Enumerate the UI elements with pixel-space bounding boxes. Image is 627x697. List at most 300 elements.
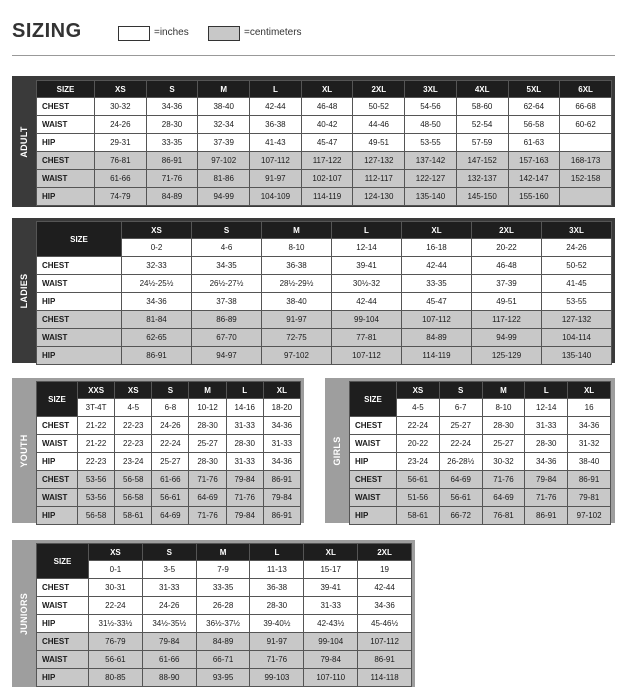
header-divider	[12, 55, 615, 56]
juniors-row-waist-in	[37, 597, 412, 615]
adult-row-chest-cm	[37, 152, 612, 170]
adult-cell: 137-142	[405, 152, 457, 170]
juniors-size-header-row	[37, 544, 412, 561]
girls-size-4: XL	[568, 382, 611, 399]
girls-cell: 31-32	[568, 435, 611, 453]
juniors-size-0: XS	[89, 544, 143, 561]
youth-cell: 28-30	[189, 453, 226, 471]
inches-key-swatch	[118, 26, 150, 41]
juniors-section	[12, 540, 415, 687]
youth-numeric-size-2: 6-8	[152, 399, 189, 417]
girls-cell: 97-102	[568, 507, 611, 525]
adult-cell: 46-48	[301, 98, 353, 116]
youth-row-hip-cm	[37, 507, 301, 525]
ladies-cell: 104-114	[542, 329, 612, 347]
youth-size-1: XS	[115, 382, 152, 399]
adult-row-label: HIP	[37, 188, 95, 206]
juniors-row-label: WAIST	[37, 597, 89, 615]
juniors-cell: 79-84	[142, 633, 196, 651]
girls-numeric-size-0: 4-5	[397, 399, 440, 417]
adult-size-8: 5XL	[508, 81, 560, 98]
youth-cell: 25-27	[189, 435, 226, 453]
ladies-numeric-size-5: 20-22	[472, 239, 542, 257]
juniors-size-1: S	[142, 544, 196, 561]
youth-cell: 58-61	[115, 507, 152, 525]
adult-section	[12, 76, 615, 207]
girls-cell: 28-30	[525, 435, 568, 453]
adult-cell: 104-109	[250, 188, 302, 206]
girls-row-hip-in	[350, 453, 611, 471]
ladies-size-1: S	[192, 222, 262, 239]
adult-cell: 60-62	[560, 116, 612, 134]
youth-numeric-size-5: 18-20	[263, 399, 300, 417]
girls-row-chest-cm	[350, 471, 611, 489]
juniors-cell: 99-103	[250, 669, 304, 687]
adult-cell: 44-46	[353, 116, 405, 134]
girls-cell: 38-40	[568, 453, 611, 471]
ladies-cell: 34-36	[122, 293, 192, 311]
adult-cell: 132-137	[456, 170, 508, 188]
adult-cell: 168-173	[560, 152, 612, 170]
juniors-numeric-size-1: 3-5	[142, 561, 196, 579]
adult-cell: 127-132	[353, 152, 405, 170]
adult-size-7: 4XL	[456, 81, 508, 98]
girls-cell: 25-27	[439, 417, 482, 435]
girls-cell: 86-91	[525, 507, 568, 525]
ladies-row-label: WAIST	[37, 275, 122, 293]
adult-size-5: 2XL	[353, 81, 405, 98]
youth-size-header: SIZE	[37, 382, 78, 417]
adult-cell: 114-119	[301, 188, 353, 206]
ladies-row-hip-cm	[37, 347, 612, 365]
juniors-row-waist-cm	[37, 651, 412, 669]
youth-size-2: S	[152, 382, 189, 399]
adult-row-label: CHEST	[37, 152, 95, 170]
ladies-numeric-size-6: 24-26	[542, 239, 612, 257]
adult-row-chest-in	[37, 98, 612, 116]
girls-numeric-size-3: 12-14	[525, 399, 568, 417]
adult-cell: 76-81	[95, 152, 147, 170]
ladies-cell: 107-112	[332, 347, 402, 365]
ladies-cell: 86-89	[192, 311, 262, 329]
juniors-size-5: 2XL	[358, 544, 412, 561]
ladies-cell: 72-75	[262, 329, 332, 347]
girls-cell: 31-33	[525, 417, 568, 435]
juniors-row-chest-in	[37, 579, 412, 597]
youth-row-label: CHEST	[37, 471, 78, 489]
girls-cell: 22-24	[397, 417, 440, 435]
juniors-cell: 42-44	[358, 579, 412, 597]
youth-cell: 22-24	[152, 435, 189, 453]
girls-cell: 79-84	[525, 471, 568, 489]
adult-row-hip-in	[37, 134, 612, 152]
youth-cell: 64-69	[189, 489, 226, 507]
ladies-cell: 39-41	[332, 257, 402, 275]
youth-row-chest-in	[37, 417, 301, 435]
adult-cell: 112-117	[353, 170, 405, 188]
adult-size-6: 3XL	[405, 81, 457, 98]
girls-cell: 76-81	[482, 507, 525, 525]
girls-cell: 34-36	[525, 453, 568, 471]
juniors-cell: 45-46½	[358, 615, 412, 633]
adult-size-9: 6XL	[560, 81, 612, 98]
girls-section	[325, 378, 615, 523]
ladies-row-waist-in	[37, 275, 612, 293]
juniors-numeric-size-3: 11-13	[250, 561, 304, 579]
adult-cell: 81-86	[198, 170, 250, 188]
adult-cell: 58-60	[456, 98, 508, 116]
youth-cell: 56-58	[115, 489, 152, 507]
girls-cell: 26-28½	[439, 453, 482, 471]
juniors-cell: 79-84	[304, 651, 358, 669]
inches-key-label: =inches	[154, 27, 189, 38]
juniors-row-label: WAIST	[37, 651, 89, 669]
juniors-cell: 76-79	[89, 633, 143, 651]
ladies-row-waist-cm	[37, 329, 612, 347]
ladies-size-0: XS	[122, 222, 192, 239]
youth-row-waist-in	[37, 435, 301, 453]
juniors-cell: 24-26	[142, 597, 196, 615]
girls-cell: 56-61	[439, 489, 482, 507]
youth-cell: 53-56	[78, 489, 115, 507]
ladies-cell: 50-52	[542, 257, 612, 275]
juniors-numeric-size-0: 0-1	[89, 561, 143, 579]
girls-size-3: L	[525, 382, 568, 399]
ladies-cell: 91-97	[262, 311, 332, 329]
adult-cell: 107-112	[250, 152, 302, 170]
adult-cell: 37-39	[198, 134, 250, 152]
girls-row-label: WAIST	[350, 489, 397, 507]
girls-row-waist-cm	[350, 489, 611, 507]
youth-cell: 86-91	[263, 507, 300, 525]
youth-cell: 28-30	[189, 417, 226, 435]
adult-sidebar	[12, 76, 36, 207]
girls-size-1: S	[439, 382, 482, 399]
juniors-cell: 30-31	[89, 579, 143, 597]
ladies-cell: 67-70	[192, 329, 262, 347]
adult-cell: 30-32	[95, 98, 147, 116]
girls-cell: 86-91	[568, 471, 611, 489]
ladies-row-label: CHEST	[37, 257, 122, 275]
youth-cell: 79-84	[226, 471, 263, 489]
juniors-table	[36, 543, 412, 687]
adult-cell: 74-79	[95, 188, 147, 206]
ladies-cell: 117-122	[472, 311, 542, 329]
girls-cell: 79-81	[568, 489, 611, 507]
ladies-row-label: HIP	[37, 347, 122, 365]
ladies-cell: 125-129	[472, 347, 542, 365]
youth-cell: 56-58	[78, 507, 115, 525]
girls-row-chest-in	[350, 417, 611, 435]
youth-numeric-size-1: 4-5	[115, 399, 152, 417]
juniors-row-hip-in	[37, 615, 412, 633]
ladies-row-chest-in	[37, 257, 612, 275]
adult-row-waist-cm	[37, 170, 612, 188]
adult-cell: 152-158	[560, 170, 612, 188]
girls-size-0: XS	[397, 382, 440, 399]
adult-cell: 97-102	[198, 152, 250, 170]
youth-cell: 34-36	[263, 417, 300, 435]
youth-size-3: M	[189, 382, 226, 399]
ladies-cell: 37-38	[192, 293, 262, 311]
ladies-numeric-size-3: 12-14	[332, 239, 402, 257]
ladies-cell: 28½-29½	[262, 275, 332, 293]
adult-row-label: CHEST	[37, 98, 95, 116]
ladies-size-header-row	[37, 222, 612, 239]
girls-size-2: M	[482, 382, 525, 399]
girls-row-label: WAIST	[350, 435, 397, 453]
juniors-row-chest-cm	[37, 633, 412, 651]
youth-numeric-size-0: 3T-4T	[78, 399, 115, 417]
adult-cell: 94-99	[198, 188, 250, 206]
juniors-row-hip-cm	[37, 669, 412, 687]
ladies-cell: 53-55	[542, 293, 612, 311]
juniors-label: JUNIORS	[19, 592, 29, 635]
ladies-size-4: XL	[402, 222, 472, 239]
adult-cell: 142-147	[508, 170, 560, 188]
adult-cell: 45-47	[301, 134, 353, 152]
juniors-cell: 66-71	[196, 651, 250, 669]
youth-row-label: HIP	[37, 453, 78, 471]
youth-size-4: L	[226, 382, 263, 399]
ladies-table	[36, 221, 612, 365]
juniors-cell: 84-89	[196, 633, 250, 651]
adult-row-waist-in	[37, 116, 612, 134]
youth-cell: 56-61	[152, 489, 189, 507]
girls-cell: 64-69	[482, 489, 525, 507]
adult-cell: 86-91	[146, 152, 198, 170]
girls-sidebar	[325, 378, 349, 523]
youth-label: YOUTH	[19, 434, 29, 467]
adult-cell: 71-76	[146, 170, 198, 188]
juniors-cell: 36½-37½	[196, 615, 250, 633]
ladies-numeric-size-1: 4-6	[192, 239, 262, 257]
youth-cell: 79-84	[226, 507, 263, 525]
adult-size-0: XS	[95, 81, 147, 98]
adult-row-label: WAIST	[37, 170, 95, 188]
juniors-cell: 61-66	[142, 651, 196, 669]
ladies-row-label: CHEST	[37, 311, 122, 329]
juniors-cell: 93-95	[196, 669, 250, 687]
adult-cell: 54-56	[405, 98, 457, 116]
youth-cell: 64-69	[152, 507, 189, 525]
page-title: SIZING	[12, 20, 82, 42]
adult-cell: 102-107	[301, 170, 353, 188]
ladies-cell: 42-44	[402, 257, 472, 275]
girls-numeric-size-1: 6-7	[439, 399, 482, 417]
ladies-numeric-size-0: 0-2	[122, 239, 192, 257]
juniors-numeric-size-5: 19	[358, 561, 412, 579]
youth-cell: 61-66	[152, 471, 189, 489]
adult-cell: 62-64	[508, 98, 560, 116]
adult-cell: 33-35	[146, 134, 198, 152]
girls-cell: 58-61	[397, 507, 440, 525]
ladies-row-label: HIP	[37, 293, 122, 311]
ladies-size-6: 3XL	[542, 222, 612, 239]
juniors-row-label: CHEST	[37, 579, 89, 597]
ladies-size-5: 2XL	[472, 222, 542, 239]
youth-row-label: WAIST	[37, 489, 78, 507]
girls-cell: 23-24	[397, 453, 440, 471]
youth-cell: 21-22	[78, 435, 115, 453]
juniors-cell: 107-112	[358, 633, 412, 651]
girls-cell: 56-61	[397, 471, 440, 489]
ladies-row-label: WAIST	[37, 329, 122, 347]
ladies-cell: 81-84	[122, 311, 192, 329]
juniors-cell: 36-38	[250, 579, 304, 597]
adult-size-3: L	[250, 81, 302, 98]
ladies-cell: 77-81	[332, 329, 402, 347]
ladies-cell: 114-119	[402, 347, 472, 365]
youth-table	[36, 381, 301, 525]
youth-cell: 71-76	[226, 489, 263, 507]
youth-cell: 34-36	[263, 453, 300, 471]
juniors-cell: 88-90	[142, 669, 196, 687]
girls-table	[349, 381, 611, 525]
ladies-cell: 99-104	[332, 311, 402, 329]
adult-cell: 66-68	[560, 98, 612, 116]
ladies-cell: 46-48	[472, 257, 542, 275]
adult-cell: 124-130	[353, 188, 405, 206]
ladies-cell: 37-39	[472, 275, 542, 293]
youth-size-0: XXS	[78, 382, 115, 399]
adult-cell: 28-30	[146, 116, 198, 134]
ladies-cell: 86-91	[122, 347, 192, 365]
ladies-cell: 45-47	[402, 293, 472, 311]
adult-cell: 34-36	[146, 98, 198, 116]
juniors-cell: 71-76	[250, 651, 304, 669]
juniors-sidebar	[12, 540, 36, 687]
ladies-cell: 94-97	[192, 347, 262, 365]
youth-cell: 21-22	[78, 417, 115, 435]
adult-cell: 157-163	[508, 152, 560, 170]
juniors-cell: 107-110	[304, 669, 358, 687]
juniors-cell: 34½-35½	[142, 615, 196, 633]
juniors-numeric-size-4: 15-17	[304, 561, 358, 579]
girls-row-hip-cm	[350, 507, 611, 525]
girls-cell: 71-76	[525, 489, 568, 507]
juniors-cell: 26-28	[196, 597, 250, 615]
juniors-numeric-size-row	[37, 561, 412, 579]
youth-row-label: WAIST	[37, 435, 78, 453]
youth-cell: 28-30	[226, 435, 263, 453]
youth-row-hip-in	[37, 453, 301, 471]
youth-cell: 71-76	[189, 507, 226, 525]
juniors-cell: 22-24	[89, 597, 143, 615]
ladies-cell: 135-140	[542, 347, 612, 365]
youth-cell: 79-84	[263, 489, 300, 507]
juniors-cell: 86-91	[358, 651, 412, 669]
page-header	[12, 20, 615, 48]
girls-row-label: HIP	[350, 507, 397, 525]
juniors-row-label: HIP	[37, 615, 89, 633]
girls-cell: 28-30	[482, 417, 525, 435]
ladies-cell: 49-51	[472, 293, 542, 311]
adult-cell: 32-34	[198, 116, 250, 134]
youth-cell: 22-23	[115, 435, 152, 453]
ladies-cell: 30½-32	[332, 275, 402, 293]
ladies-numeric-size-row	[37, 239, 612, 257]
ladies-cell: 127-132	[542, 311, 612, 329]
adult-cell: 147-152	[456, 152, 508, 170]
girls-size-header: SIZE	[350, 382, 397, 417]
girls-cell: 22-24	[439, 435, 482, 453]
youth-cell: 86-91	[263, 471, 300, 489]
juniors-cell: 31½-33½	[89, 615, 143, 633]
ladies-numeric-size-2: 8-10	[262, 239, 332, 257]
adult-cell: 91-97	[250, 170, 302, 188]
juniors-size-4: XL	[304, 544, 358, 561]
youth-cell: 24-26	[152, 417, 189, 435]
adult-row-label: HIP	[37, 134, 95, 152]
girls-numeric-size-4: 16	[568, 399, 611, 417]
girls-cell: 34-36	[568, 417, 611, 435]
youth-sidebar	[12, 378, 36, 523]
youth-cell: 22-23	[115, 417, 152, 435]
ladies-cell: 97-102	[262, 347, 332, 365]
girls-row-waist-in	[350, 435, 611, 453]
juniors-cell: 99-104	[304, 633, 358, 651]
youth-size-header-row	[37, 382, 301, 399]
juniors-cell: 39-40½	[250, 615, 304, 633]
juniors-cell: 33-35	[196, 579, 250, 597]
girls-numeric-size-2: 8-10	[482, 399, 525, 417]
adult-cell: 56-58	[508, 116, 560, 134]
ladies-row-chest-cm	[37, 311, 612, 329]
ladies-cell: 41-45	[542, 275, 612, 293]
ladies-cell: 34-35	[192, 257, 262, 275]
girls-cell: 51-56	[397, 489, 440, 507]
juniors-numeric-size-2: 7-9	[196, 561, 250, 579]
adult-cell: 24-26	[95, 116, 147, 134]
adult-cell: 42-44	[250, 98, 302, 116]
adult-cell	[560, 188, 612, 206]
girls-row-label: HIP	[350, 453, 397, 471]
ladies-cell: 26½-27½	[192, 275, 262, 293]
ladies-cell: 38-40	[262, 293, 332, 311]
youth-cell: 22-23	[78, 453, 115, 471]
youth-row-waist-cm	[37, 489, 301, 507]
ladies-cell: 62-65	[122, 329, 192, 347]
adult-size-header-row	[37, 81, 612, 98]
girls-cell: 25-27	[482, 435, 525, 453]
adult-cell: 53-55	[405, 134, 457, 152]
juniors-row-label: HIP	[37, 669, 89, 687]
adult-cell: 135-140	[405, 188, 457, 206]
adult-size-1: S	[146, 81, 198, 98]
youth-numeric-size-3: 10-12	[189, 399, 226, 417]
ladies-section	[12, 218, 615, 363]
ladies-cell: 42-44	[332, 293, 402, 311]
adult-cell: 41-43	[250, 134, 302, 152]
youth-cell: 31-33	[226, 453, 263, 471]
centimeters-key-label: =centimeters	[244, 27, 302, 38]
juniors-cell: 28-30	[250, 597, 304, 615]
youth-cell: 31-33	[226, 417, 263, 435]
adult-cell: 38-40	[198, 98, 250, 116]
adult-cell: 50-52	[353, 98, 405, 116]
girls-label: GIRLS	[332, 435, 342, 466]
ladies-cell: 33-35	[402, 275, 472, 293]
adult-cell	[560, 134, 612, 152]
adult-size-header: SIZE	[37, 81, 95, 98]
ladies-cell: 32-33	[122, 257, 192, 275]
adult-cell: 49-51	[353, 134, 405, 152]
youth-cell: 53-56	[78, 471, 115, 489]
youth-cell: 31-33	[263, 435, 300, 453]
ladies-sidebar	[12, 218, 36, 363]
juniors-cell: 91-97	[250, 633, 304, 651]
